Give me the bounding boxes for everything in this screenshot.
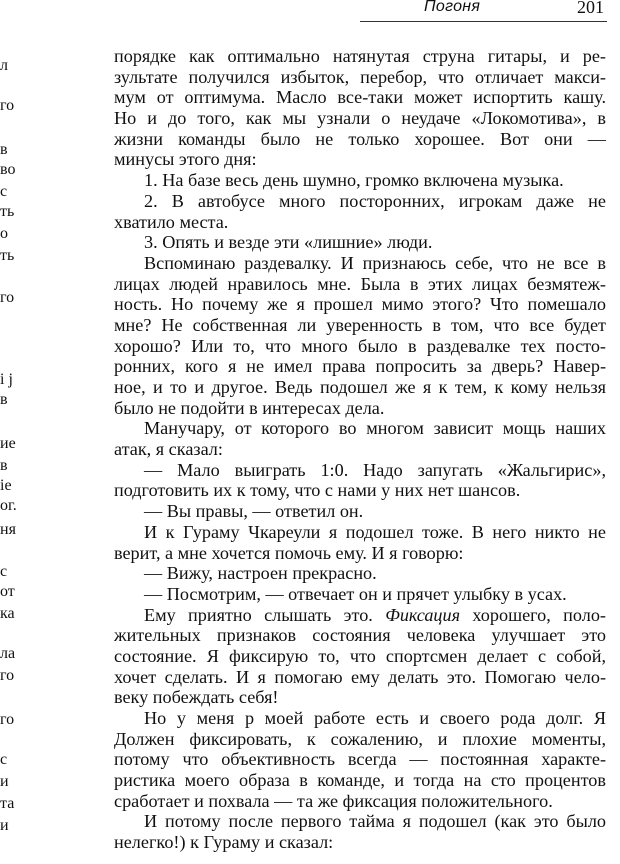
text-line: — Мало выиграть 1:0. Надо запугать «Жальгирис», <box>144 459 606 480</box>
text-line: — Вижу, настроен прекрасно. <box>144 563 377 584</box>
text-line: 1. На базе весь день шумно, громко включена музыка. <box>144 170 564 191</box>
body-text <box>114 46 606 853</box>
text-line: Манучару, от которого во многом зависит мощь наших <box>144 418 606 439</box>
margin-fragment: ог. <box>0 497 17 514</box>
margin-fragment: и <box>0 817 9 834</box>
margin-fragment: ть <box>0 203 15 220</box>
text-line: веку побеждать себя! <box>114 687 279 708</box>
margin-fragment: от <box>0 583 15 600</box>
margin-fragment: і j <box>0 371 13 388</box>
margin-fragment: го <box>0 97 15 114</box>
text-line: зультате получился избыток, перебор, что отличает макси- <box>114 66 606 87</box>
text-line: ное, и то и другое. Ведь подошел же я к тем, к кому нельзя <box>114 377 606 397</box>
margin-fragment: о <box>0 225 8 242</box>
text-line: Но и до того, как мы узнали о неудаче «Локомотива», в <box>114 108 606 129</box>
text-line: жизни команды было не только хорошее. Вот они — <box>114 128 606 149</box>
text-line: И к Гураму Чкареули я подошел тоже. В него никто не <box>144 521 606 542</box>
margin-fragment: ня <box>0 521 16 538</box>
margin-fragment: и <box>0 773 9 790</box>
text-line: хочет сделать. И я помогаю ему делать это. Помогаю чело- <box>114 666 606 687</box>
text-line: нелегко!) к Гураму и сказал: <box>114 832 334 853</box>
text-line: потому что объективность всегда — постоянная характе- <box>114 749 606 770</box>
text-line: минусы этого дня: <box>114 149 257 170</box>
previous-page-edge <box>0 48 22 864</box>
text-line: хорошо? Или то, что много было в раздевалке тех посто- <box>114 335 606 356</box>
text-line: сработает и похвала — та же фиксация положительного. <box>114 790 553 811</box>
margin-fragment: с <box>0 563 8 580</box>
text-line: 3. Опять и везде эти «лишние» люди. <box>144 232 433 253</box>
emphasis: Фиксация <box>385 604 461 625</box>
margin-fragment: с <box>0 751 8 768</box>
text-line: жительных признаков состояния человека улучшает это <box>114 625 606 646</box>
text-line: — Вы правы, — ответил он. <box>144 501 364 522</box>
running-title: Погоня <box>424 0 481 15</box>
margin-fragment: с <box>0 183 8 200</box>
text-line: подготовить их к тому, что с нами у них нет шансов. <box>114 480 521 501</box>
margin-fragment: во <box>0 161 16 178</box>
margin-fragment: ка <box>0 605 15 622</box>
text-line: ристика моего образа в команде, и тогда на сто процентов <box>114 770 606 791</box>
page-number: 201 <box>577 0 604 17</box>
text-line: хватило места. <box>114 211 229 232</box>
margin-fragment: ие <box>0 435 16 452</box>
margin-fragment: го <box>0 289 15 306</box>
margin-fragment: в <box>0 141 8 158</box>
text-line: состояние. Я фиксирую то, что спортсмен делает с собой, <box>114 645 606 666</box>
margin-fragment: ie <box>0 477 12 494</box>
margin-fragment: л <box>0 57 8 74</box>
margin-fragment: ть <box>0 247 15 264</box>
margin-fragment: ла <box>0 645 16 662</box>
text-line: Ему приятно слышать это. Фиксация хорошего, поло- <box>144 604 606 625</box>
header-rule <box>360 21 607 22</box>
text-line: ность. Но почему же я прошел мимо этого? Что помешало <box>114 294 606 315</box>
text-line: И потому после первого тайма я подошел (как это было <box>144 811 606 832</box>
margin-fragment: в <box>0 391 8 408</box>
text-line: верит, а мне хочется помочь ему. И я говорю: <box>114 542 464 563</box>
text-line: лицах людей нравилось мне. Была в этих лицах безмятеж- <box>114 273 606 294</box>
margin-fragment: та <box>0 795 15 812</box>
text-line: Но у меня р моей работе есть и своего рода долг. Я <box>144 708 606 728</box>
margin-fragment: го <box>0 667 15 684</box>
text-line: было не подойти в интересах дела. <box>114 397 385 418</box>
text-line: 2. В автобусе много посторонних, игрокам даже не <box>144 190 606 211</box>
text-line: мне? Не собственная ли уверенность в том, что все будет <box>114 314 606 335</box>
text-line: — Посмотрим, — отвечает он и прячет улыбку в усах. <box>144 583 567 604</box>
text-line: мум от оптимума. Масло все-таки может испортить кашу. <box>114 87 606 108</box>
margin-fragment: го <box>0 711 15 728</box>
text-line: Должен фиксировать, к сожалению, и плохие моменты, <box>114 728 606 749</box>
margin-fragment: в <box>0 457 8 474</box>
text-line: атак, я сказал: <box>114 439 223 460</box>
text-line: Вспоминаю раздевалку. И признаюсь себе, что не все в <box>144 252 606 273</box>
text-line: ронних, кого я не имел права попросить за дверь? Навер- <box>114 356 606 377</box>
text-line: порядке как оптимально натянутая струна гитары, и ре- <box>114 46 606 66</box>
